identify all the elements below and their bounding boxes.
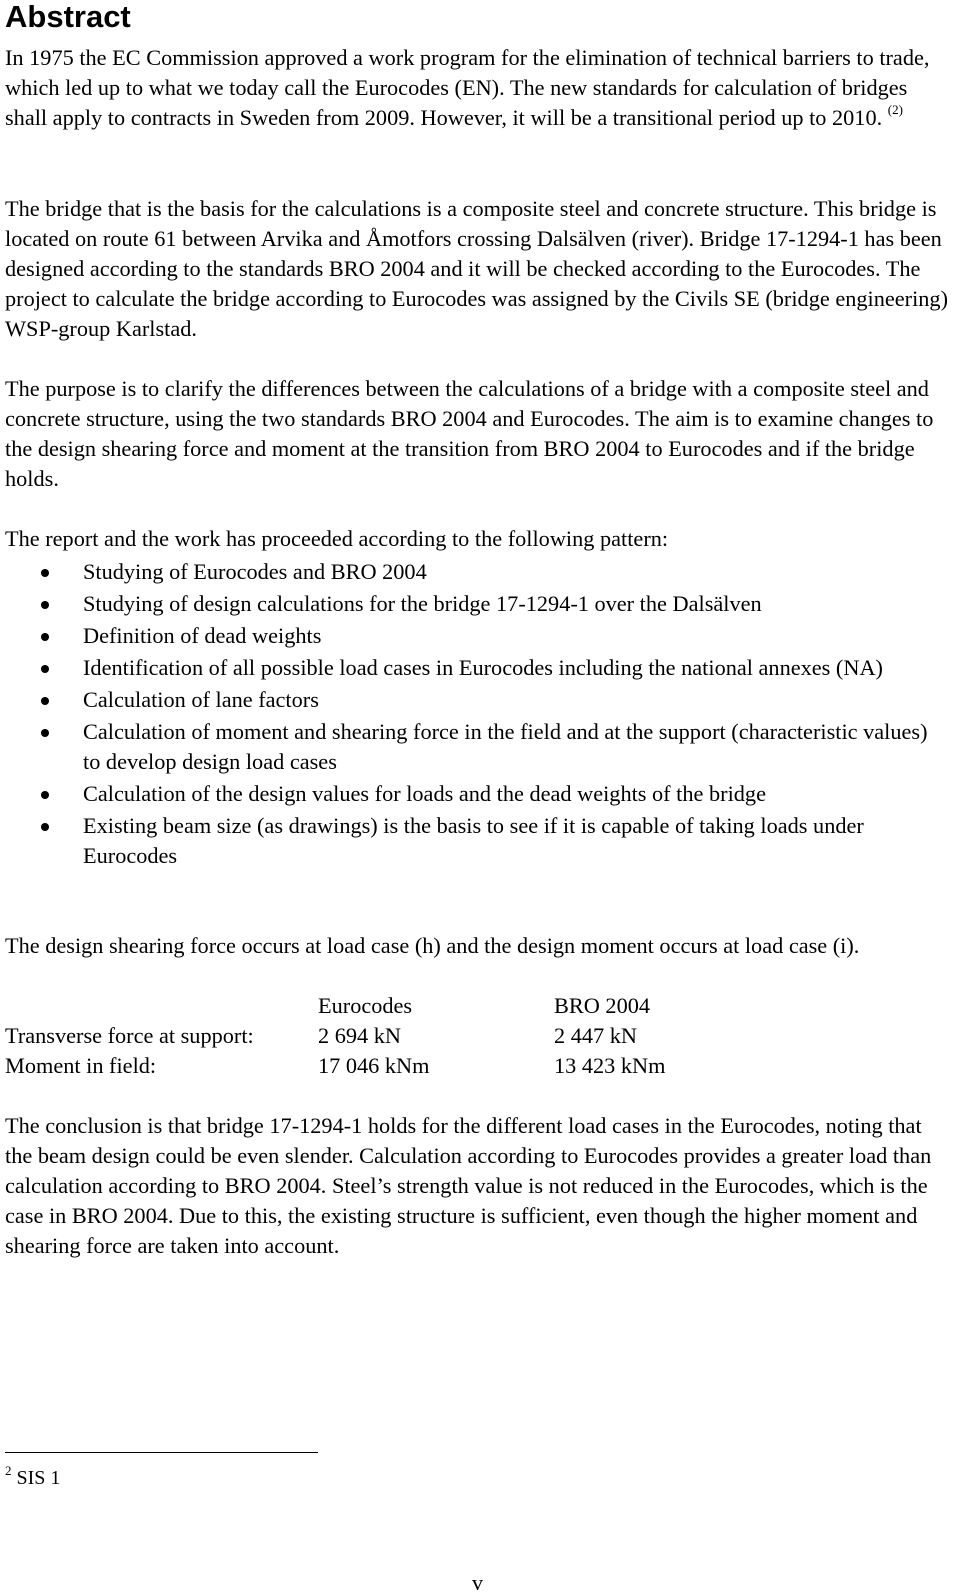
- footnote-mark: 2: [5, 1463, 12, 1478]
- footnote-text: SIS 1: [11, 1467, 61, 1489]
- list-item-text: Definition of dead weights: [83, 623, 322, 648]
- list-item: [5, 779, 950, 809]
- section-title: Abstract: [5, 0, 131, 34]
- list-item-text: Calculation of lane factors: [83, 687, 319, 712]
- list-item-text: Studying of Eurocodes and BRO 2004: [83, 559, 427, 584]
- list-item: [5, 589, 950, 619]
- list-item-text: Studying of design calculations for the bridge 17-1294-1 over the Dalsälven: [83, 591, 762, 616]
- table-cell: Moment in field:: [5, 1053, 157, 1078]
- paragraph-intro-text: In 1975 the EC Commission approved a work program for the elimination of technical barriers to trade, which led up to what we today call the Eurocodes (EN). The new standards for calculation of bridges shall apply to contracts in Sweden from 2009. However, it will be a transitional period up to 2010.: [5, 45, 930, 130]
- table-cell: 13 423 kNm: [554, 1053, 666, 1078]
- bullet-icon: [41, 823, 49, 831]
- paragraph-bridge: The bridge that is the basis for the calculations is a composite steel and concrete structure. This bridge is located on route 61 between Arvika and Åmotfors crossing Dalsälven (river). Bridge 17-1294-1 has been designed according to the standards BRO 2004 and it will be checked according to the Eurocodes. The project to calculate the bridge according to Eurocodes was assigned by the Civils SE (bridge engineering) WSP-group Karlstad.: [5, 196, 948, 341]
- table-cell: Transverse force at support:: [5, 1023, 254, 1048]
- table-row: [5, 1021, 950, 1051]
- list-item-text: Identification of all possible load cases in Eurocodes including the national annexes (NA): [83, 655, 883, 680]
- page-number: v: [472, 1570, 483, 1595]
- table-cell: 17 046 kNm: [318, 1053, 430, 1078]
- paragraph-pattern-intro: The report and the work has proceeded according to the following pattern:: [5, 526, 669, 551]
- footnote-reference: (2): [887, 102, 903, 117]
- paragraph-conclusion: The conclusion is that bridge 17-1294-1 holds for the different load cases in the Eurocodes, noting that the beam design could be even slender. Calculation according to Eurocodes provides a greater load than calculation according to BRO 2004. Steel’s strength value is not reduced in the Eurocodes, which is the case in BRO 2004. Due to this, the existing structure is sufficient, even though the higher moment and shearing force are taken into account.: [5, 1113, 932, 1258]
- table-cell: 2 447 kN: [554, 1023, 637, 1048]
- table-row: [5, 1051, 950, 1081]
- bullet-icon: [41, 633, 49, 641]
- list-item: [5, 621, 950, 651]
- bullet-icon: [41, 665, 49, 673]
- footnote: [5, 1463, 61, 1490]
- work-pattern-list: [5, 557, 950, 873]
- table-header-cell: BRO 2004: [554, 993, 651, 1018]
- bullet-icon: [41, 601, 49, 609]
- paragraph-design-cases: The design shearing force occurs at load case (h) and the design moment occurs at load case (i).: [5, 933, 860, 958]
- list-item: [5, 557, 950, 587]
- bullet-icon: [41, 697, 49, 705]
- footnote-divider: [5, 1452, 318, 1453]
- list-item-text: Existing beam size (as drawings) is the basis to see if it is capable of taking loads under Eurocodes: [83, 813, 864, 868]
- list-item: [5, 653, 950, 683]
- table-cell: 2 694 kN: [318, 1023, 401, 1048]
- results-table: [5, 991, 950, 1081]
- list-item: [5, 811, 950, 871]
- bullet-icon: [41, 791, 49, 799]
- table-header-cell: Eurocodes: [318, 993, 413, 1018]
- list-item-text: Calculation of moment and shearing force in the field and at the support (characteristic values) to develop design load cases: [83, 719, 928, 774]
- bullet-icon: [41, 729, 49, 737]
- list-item: [5, 685, 950, 715]
- list-item: [5, 717, 950, 777]
- table-header-row: [5, 991, 950, 1021]
- bullet-icon: [41, 569, 49, 577]
- list-item-text: Calculation of the design values for loads and the dead weights of the bridge: [83, 781, 766, 806]
- paragraph-intro: [5, 43, 950, 133]
- paragraph-purpose: The purpose is to clarify the differences between the calculations of a bridge with a composite steel and concrete structure, using the two standards BRO 2004 and Eurocodes. The aim is to examine changes to the design shearing force and moment at the transition from BRO 2004 to Eurocodes and if the bridge holds.: [5, 376, 934, 491]
